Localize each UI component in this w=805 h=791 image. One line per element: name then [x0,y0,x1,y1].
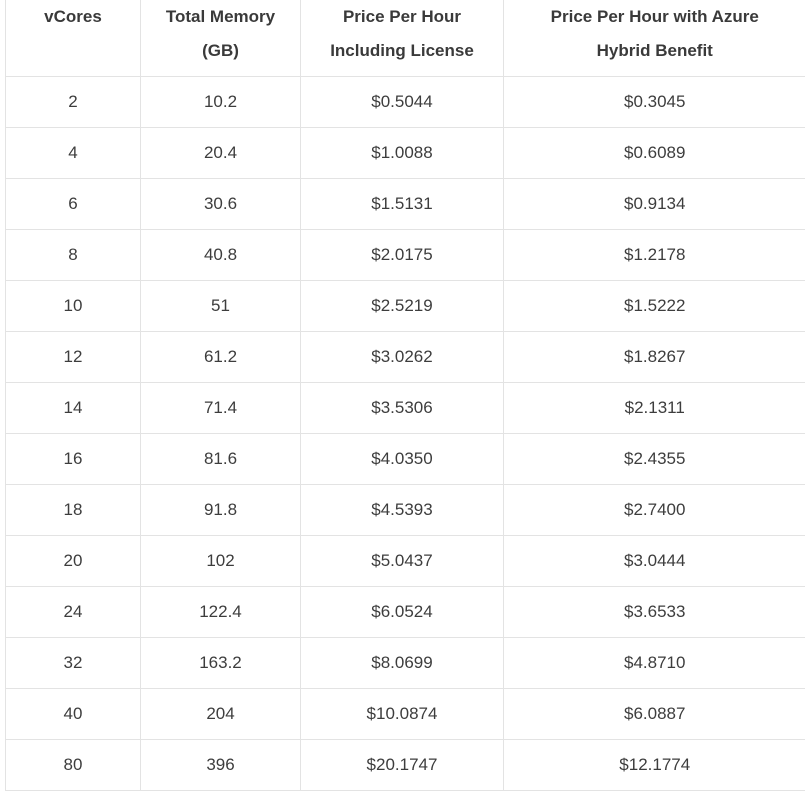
table-row [6,128,805,179]
table-row [6,638,805,689]
table-row [6,77,805,128]
table-row [6,281,805,332]
header-total-memory [141,0,301,77]
table-row [6,230,805,281]
cell-price-hybrid: $6.0887 [504,689,805,740]
cell-price-license: $2.5219 [301,281,504,332]
cell-vcores: 2 [6,77,141,128]
cell-vcores: 18 [6,485,141,536]
header-price-hybrid [504,0,805,77]
cell-price-hybrid: $2.4355 [504,434,805,485]
cell-price-hybrid: $3.6533 [504,587,805,638]
header-price-hybrid-line-2: Hybrid Benefit [504,34,805,68]
cell-price-license: $3.5306 [301,383,504,434]
header-price-license-line-2: Including License [301,34,503,68]
table-row [6,485,805,536]
cell-price-license: $6.0524 [301,587,504,638]
cell-total-memory: 91.8 [141,485,301,536]
table-row [6,740,805,791]
cell-total-memory: 71.4 [141,383,301,434]
cell-price-license: $2.0175 [301,230,504,281]
cell-price-license: $1.5131 [301,179,504,230]
cell-total-memory: 10.2 [141,77,301,128]
cell-total-memory: 102 [141,536,301,587]
cell-price-hybrid: $0.9134 [504,179,805,230]
table-row [6,179,805,230]
cell-vcores: 16 [6,434,141,485]
header-price-license [301,0,504,77]
cell-price-hybrid: $1.2178 [504,230,805,281]
cell-vcores: 8 [6,230,141,281]
cell-total-memory: 122.4 [141,587,301,638]
table-row [6,689,805,740]
cell-price-hybrid: $0.3045 [504,77,805,128]
cell-price-hybrid: $12.1774 [504,740,805,791]
cell-vcores: 80 [6,740,141,791]
cell-total-memory: 51 [141,281,301,332]
cell-vcores: 40 [6,689,141,740]
cell-price-license: $20.1747 [301,740,504,791]
table-body [6,77,805,791]
cell-total-memory: 61.2 [141,332,301,383]
cell-price-hybrid: $3.0444 [504,536,805,587]
cell-price-hybrid: $2.7400 [504,485,805,536]
cell-vcores: 12 [6,332,141,383]
header-vcores-line-1: vCores [6,0,140,34]
table-row [6,536,805,587]
cell-total-memory: 30.6 [141,179,301,230]
cell-vcores: 10 [6,281,141,332]
header-vcores [6,0,141,77]
cell-price-license: $4.5393 [301,485,504,536]
cell-price-license: $8.0699 [301,638,504,689]
cell-total-memory: 396 [141,740,301,791]
cell-vcores: 14 [6,383,141,434]
cell-price-hybrid: $1.8267 [504,332,805,383]
cell-vcores: 20 [6,536,141,587]
table-row [6,587,805,638]
cell-price-hybrid: $2.1311 [504,383,805,434]
header-row [6,0,805,77]
cell-price-license: $3.0262 [301,332,504,383]
cell-vcores: 6 [6,179,141,230]
table-row [6,332,805,383]
cell-total-memory: 204 [141,689,301,740]
cell-price-hybrid: $0.6089 [504,128,805,179]
cell-vcores: 32 [6,638,141,689]
pricing-table [5,0,805,791]
header-total-memory-line-2: (GB) [141,34,300,68]
cell-price-hybrid: $4.8710 [504,638,805,689]
cell-price-hybrid: $1.5222 [504,281,805,332]
header-price-hybrid-line-1: Price Per Hour with Azure [504,0,805,34]
cell-price-license: $5.0437 [301,536,504,587]
table-row [6,434,805,485]
cell-vcores: 24 [6,587,141,638]
cell-price-license: $10.0874 [301,689,504,740]
cell-total-memory: 163.2 [141,638,301,689]
cell-price-license: $0.5044 [301,77,504,128]
cell-total-memory: 20.4 [141,128,301,179]
cell-price-license: $1.0088 [301,128,504,179]
header-price-license-line-1: Price Per Hour [301,0,503,34]
cell-total-memory: 40.8 [141,230,301,281]
cell-price-license: $4.0350 [301,434,504,485]
table-row [6,383,805,434]
header-total-memory-line-1: Total Memory [141,0,300,34]
cell-total-memory: 81.6 [141,434,301,485]
cell-vcores: 4 [6,128,141,179]
